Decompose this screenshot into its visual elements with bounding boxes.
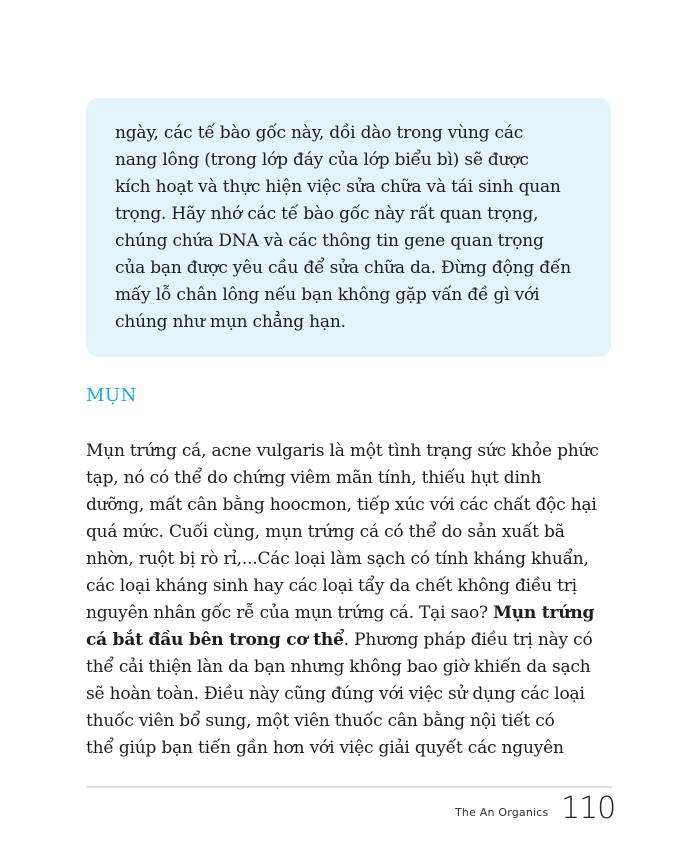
- callout-line: chúng chứa DNA và các thông tin gene quan trọng: [115, 231, 544, 251]
- section-heading: MỤN: [86, 385, 137, 406]
- emphasis-text: Mụn trứng: [493, 603, 595, 623]
- body-line: dưỡng, mất cân bằng hoocmon, tiếp xúc với các chất độc hại: [86, 495, 597, 515]
- callout-line: trọng. Hãy nhớ các tế bào gốc này rất quan trọng,: [115, 204, 539, 224]
- callout-line: của bạn được yêu cầu để sửa chữa da. Đừng động đến: [115, 258, 571, 278]
- callout-line: mấy lỗ chân lông nếu bạn không gặp vấn đề gì với: [115, 285, 540, 305]
- body-line: [86, 627, 626, 654]
- body-line: [86, 600, 626, 627]
- page-number: 110: [561, 791, 616, 826]
- body-line: các loại kháng sinh hay các loại tẩy da chết không điều trị: [86, 576, 577, 596]
- footer-brand: The An Organics: [455, 806, 549, 819]
- body-line: thể giúp bạn tiến gần hơn với việc giải quyết các nguyên: [86, 738, 564, 758]
- callout-line: kích hoạt và thực hiện việc sửa chữa và tái sinh quan: [115, 177, 561, 197]
- callout-line: chúng như mụn chẳng hạn.: [115, 312, 346, 332]
- body-line: quá mức. Cuối cùng, mụn trứng cá có thể do sản xuất bã: [86, 522, 565, 542]
- body-line: thuốc viên bổ sung, một viên thuốc cân bằng nội tiết có: [86, 711, 555, 731]
- body-paragraph: [86, 438, 626, 762]
- callout-text: [115, 120, 595, 336]
- callout-line: ngày, các tế bào gốc này, dồi dào trong vùng các: [115, 123, 524, 143]
- footer-divider: [87, 786, 612, 788]
- body-line: nhờn, ruột bị rò rỉ,...Các loại làm sạch có tính kháng khuẩn,: [86, 549, 589, 569]
- emphasis-text: cá bắt đầu bên trong cơ thể: [86, 630, 344, 650]
- body-line: thể cải thiện làn da bạn nhưng không bao giờ khiến da sạch: [86, 657, 591, 677]
- body-line: tạp, nó có thể do chứng viêm mãn tính, thiếu hụt dinh: [86, 468, 542, 488]
- callout-line: nang lông (trong lớp đáy của lớp biểu bì) sẽ được: [115, 150, 529, 170]
- body-text-normal: nguyên nhân gốc rễ của mụn trứng cá. Tại sao?: [86, 603, 494, 623]
- body-text-normal: . Phương pháp điều trị này có: [343, 630, 593, 650]
- body-line: sẽ hoàn toàn. Điều này cũng đúng với việc sử dụng các loại: [86, 684, 585, 704]
- body-line: Mụn trứng cá, acne vulgaris là một tình trạng sức khỏe phức: [86, 441, 599, 461]
